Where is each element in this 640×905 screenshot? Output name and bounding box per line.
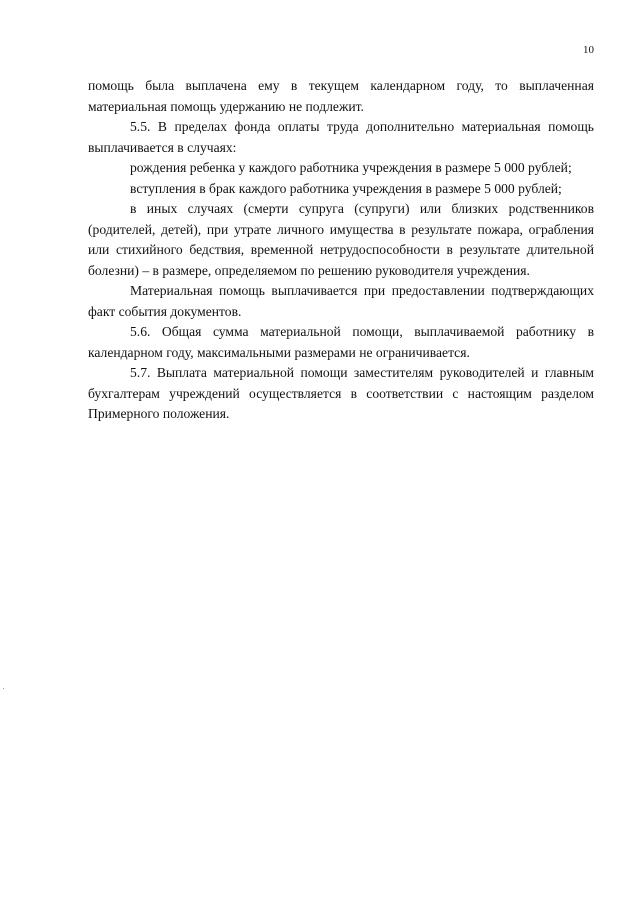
paragraph-5-6: 5.6. Общая сумма материальной помощи, выплачиваемой работнику в календарном году, максимальными размерами не ограничивается.	[88, 324, 594, 360]
paragraph-supporting-documents: Материальная помощь выплачивается при предоставлении подтверждающих факт события документов.	[88, 283, 594, 319]
paragraph-birth-payment: рождения ребенка у каждого работника учреждения в размере 5 000 рублей;	[130, 160, 572, 175]
paragraph-continuation: помощь была выплачена ему в текущем календарном году, то выплаченная материальная помощь удержанию не подлежит.	[88, 78, 594, 114]
paragraph-5-5: 5.5. В пределах фонда оплаты труда дополнительно материальная помощь выплачивается в случаях:	[88, 119, 594, 155]
document-body	[88, 76, 594, 425]
page-number: 10	[583, 44, 594, 56]
paragraph-5-7: 5.7. Выплата материальной помощи заместителям руководителей и главным бухгалтерам учреждений осуществляется в соответствии с настоящим разделом Примерного положения.	[88, 365, 594, 421]
paragraph-marriage-payment: вступления в брак каждого работника учреждения в размере 5 000 рублей;	[130, 180, 562, 196]
scan-mark	[3, 688, 4, 689]
paragraph-other-cases: в иных случаях (смерти супруга (супруги) или близких родственников (родителей, детей), при утрате личного имущества в результате пожара, ограбления или стихийного бедствия, временной нетрудоспособности в результате длительной болезни) – в размере, определяемом по решению руководителя учреждения.	[88, 201, 594, 278]
